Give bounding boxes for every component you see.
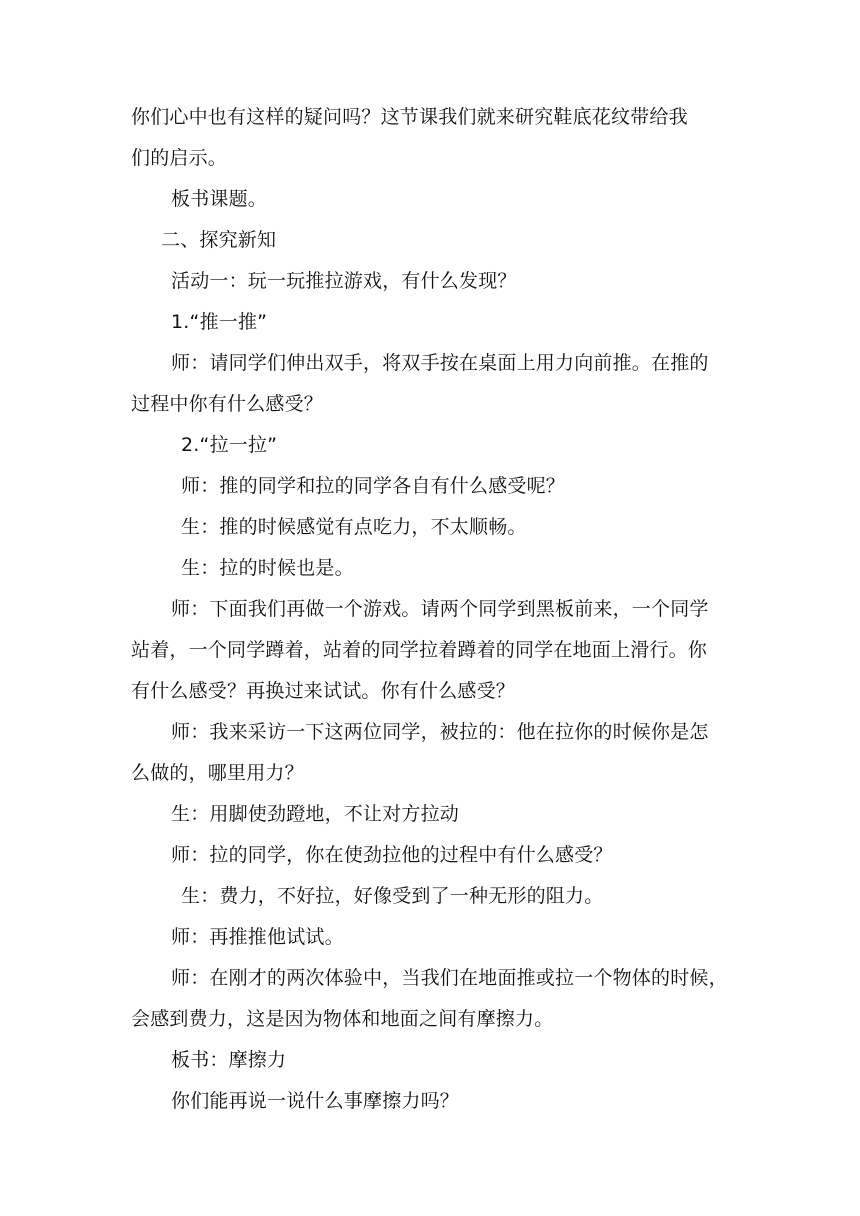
paragraph-line: 师：我来采访一下这两位同学，被拉的：他在拉你的时候你是怎 <box>171 721 709 743</box>
paragraph-line: 师：下面我们再做一个游戏。请两个同学到黑板前来，一个同学 <box>171 598 709 620</box>
paragraph-line: 师：推的同学和拉的同学各自有什么感受呢？ <box>181 475 566 497</box>
paragraph-line: 生：费力，不好拉，好像受到了一种无形的阻力。 <box>181 885 604 907</box>
paragraph-line: 过程中你有什么感受？ <box>131 393 324 415</box>
paragraph-line: 2.“拉一拉” <box>181 434 278 456</box>
paragraph-line: 有什么感受？再换过来试试。你有什么感受？ <box>131 680 516 702</box>
paragraph-line: 会感到费力，这是因为物体和地面之间有摩擦力。 <box>131 1008 554 1030</box>
paragraph-line: 生：用脚使劲蹬地，不让对方拉动 <box>171 803 460 825</box>
paragraph-line: 们的启示。 <box>131 147 228 169</box>
paragraph-line: 你们能再说一说什么事摩擦力吗？ <box>171 1090 460 1112</box>
paragraph-line: 生：推的时候感觉有点吃力，不太顺畅。 <box>181 516 527 538</box>
paragraph-line: 师：在刚才的两次体验中，当我们在地面推或拉一个物体的时候， <box>171 967 728 989</box>
paragraph-line: 师：拉的同学，你在使劲拉他的过程中有什么感受？ <box>171 844 613 866</box>
paragraph-line: 1.“推一推” <box>171 311 268 333</box>
paragraph-line: 师：请同学们伸出双手，将双手按在桌面上用力向前推。在推的 <box>171 352 709 374</box>
section-heading: 二、探究新知 <box>161 229 277 251</box>
paragraph-line: 板书：摩擦力 <box>171 1049 287 1071</box>
paragraph-line: 活动一：玩一玩推拉游戏，有什么发现？ <box>171 270 517 292</box>
paragraph-line: 么做的，哪里用力？ <box>131 762 304 784</box>
paragraph-line: 师：再推推他试试。 <box>171 926 344 948</box>
paragraph-line: 板书课题。 <box>171 188 268 210</box>
paragraph-line: 你们心中也有这样的疑问吗？这节课我们就来研究鞋底花纹带给我 <box>131 106 688 128</box>
paragraph-line: 生：拉的时候也是。 <box>181 557 354 579</box>
paragraph-line: 站着，一个同学蹲着，站着的同学拉着蹲着的同学在地面上滑行。你 <box>131 639 708 661</box>
